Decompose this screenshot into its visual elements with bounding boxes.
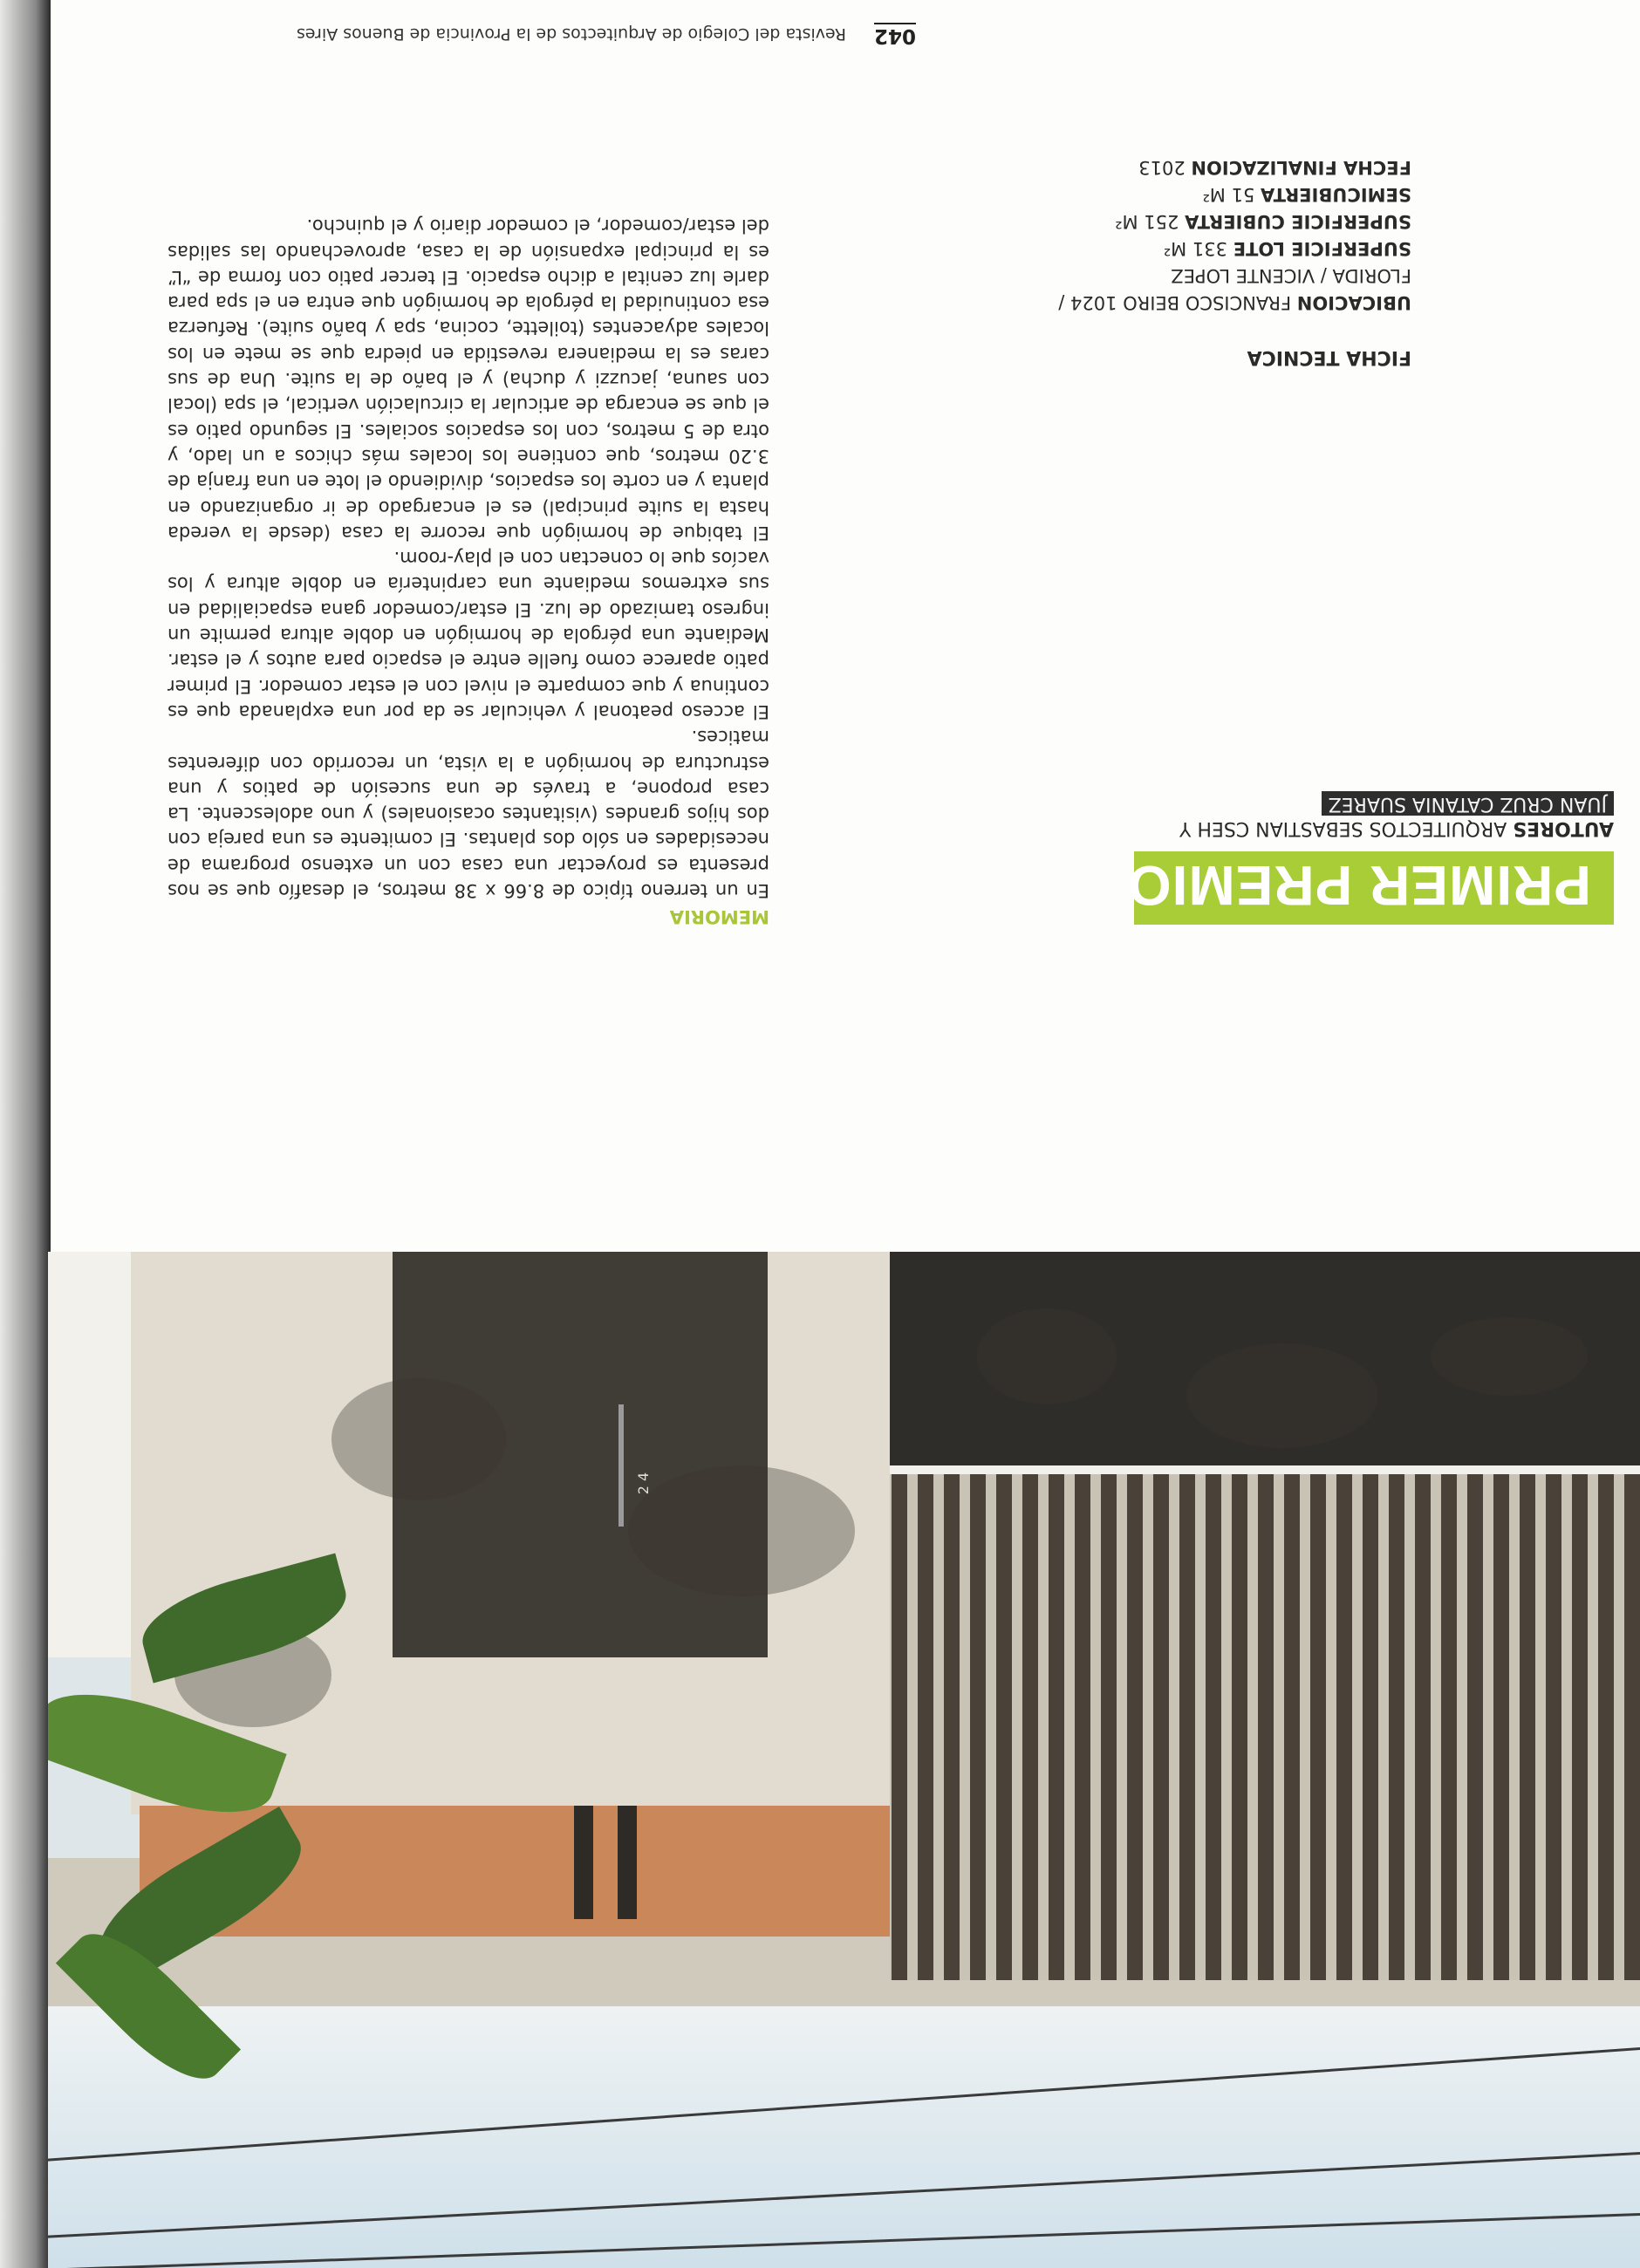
ficha-cubierta-value: 251 M²	[1115, 211, 1179, 232]
binding-gutter	[0, 0, 51, 2268]
leaf-shadow	[977, 1308, 1117, 1404]
door-handle	[618, 1404, 624, 1527]
ficha-lote-label: SUPERFICIE LOTE	[1233, 238, 1411, 259]
leaf-shadow	[331, 1378, 506, 1500]
house-photo	[48, 1252, 1640, 2268]
ficha-lote-value: 331 M²	[1163, 238, 1228, 259]
ficha-ubicacion-value: FRANCISCO BEIRO 1024 /	[1058, 292, 1292, 313]
memoria-paragraph: El tabique de hormigón que recorre la casa (desde la vereda hasta la suite principal) es el encargado de ir organizando en planta y en corte los espacios, dividiendo el lote en una franja de 3.20 metros, que contiene los locales más chicos a un lado, y otra de 5 metros, con los espacios sociales. El segundo patio es el que se encarga de articular la circulación vertical, el spa (local con sauna, jacuzzi y ducha) y el baño de la suite. Una de sus caras es la medianera revestida en piedra que se mete en los locales adyacentes (toilette, cocina, spa y baño suite). Refuerza esa continuidad la pérgola de hormigón que entra en el spa para darle luz cenital a dicho espacio. El tercer patio con forma de “L” es la principal expansión de la casa, aprovechando las salidas del estar/comedor, el comedor diario y el quincho.	[167, 215, 769, 543]
memoria-paragraph: El acceso peatonal y vehicular se da por una explanada que es continua y que comparte el nivel con el estar comedor. El primer patio aparece como fuelle entre el espacio para autos y el estar. Mediante una pérgola de hormigón en doble altura permite un ingreso tamizado de luz. El estar/comedor gana espacialidad en sus extremos mediante una carpintería en doble altura y los vacíos que lo conectan con el play-room.	[167, 548, 769, 722]
photo-sky	[48, 2006, 1640, 2268]
ficha-fecha	[1045, 154, 1411, 181]
ficha-semicubierta	[1045, 181, 1411, 208]
vertical-slat-fence	[890, 1474, 1640, 1980]
memoria-text	[167, 213, 769, 903]
downspout	[618, 1806, 637, 1919]
leaf-shadow	[628, 1465, 855, 1596]
publication-title: Revista del Colegio de Arquitectos de la Provincia de Buenos Aires	[296, 24, 846, 44]
prize-banner	[1126, 851, 1614, 925]
ficha-ubicacion-label: UBICACION	[1296, 292, 1411, 313]
ficha-lote	[1045, 235, 1411, 262]
memoria-title: MEMORIA	[669, 906, 769, 927]
authors-names-line2: JUAN CRUZ CATANIA SUAREZ	[1322, 791, 1614, 816]
ficha-fecha-value: 2013	[1138, 157, 1186, 178]
ficha-cubierta	[1045, 208, 1411, 235]
leaf-shadow	[1431, 1317, 1588, 1396]
ficha-ubicacion-value2: FLORIDA / VICENTE LOPEZ	[1171, 265, 1411, 286]
ficha-tecnica-title: FICHA TECNICA	[1247, 346, 1411, 368]
ficha-fecha-label: FECHA FINALIZACION	[1191, 157, 1411, 178]
authors-label: AUTORES	[1513, 817, 1614, 839]
downspout	[574, 1806, 593, 1919]
ficha-semi-value: 51 M²	[1202, 184, 1255, 205]
ficha-semi-label: SEMICUBIERTA	[1261, 184, 1411, 205]
memoria-paragraph: En un terreno típico de 8.66 x 38 metros, el desafío que se nos presenta es proyectar una casa con un extenso programa de necesidades en sólo dos plantas. El comitente es una pareja con dos hijos grandes (visitantes ocasionales) y uno adolescente. La casa propone, a través de una sucesión de patios y una estructura de hormigón a la vista, un recorrido con diferentes matices.	[167, 727, 769, 901]
authors-names-line1: ARQUITECTOS SEBASTIAN CSEH Y	[1179, 817, 1507, 839]
page-number: 042	[873, 24, 916, 47]
authors-block	[1143, 791, 1614, 840]
ficha-ubicacion	[1045, 289, 1411, 316]
house-number: 2 4	[634, 1472, 652, 1495]
ficha-tecnica	[1045, 154, 1411, 316]
prize-title: PRIMER PREMIO	[1126, 854, 1591, 917]
leaf-shadow	[1186, 1343, 1378, 1448]
authors-line1	[1143, 816, 1614, 840]
ficha-cubierta-label: SUPERFICIE CUBIERTA	[1185, 211, 1411, 232]
